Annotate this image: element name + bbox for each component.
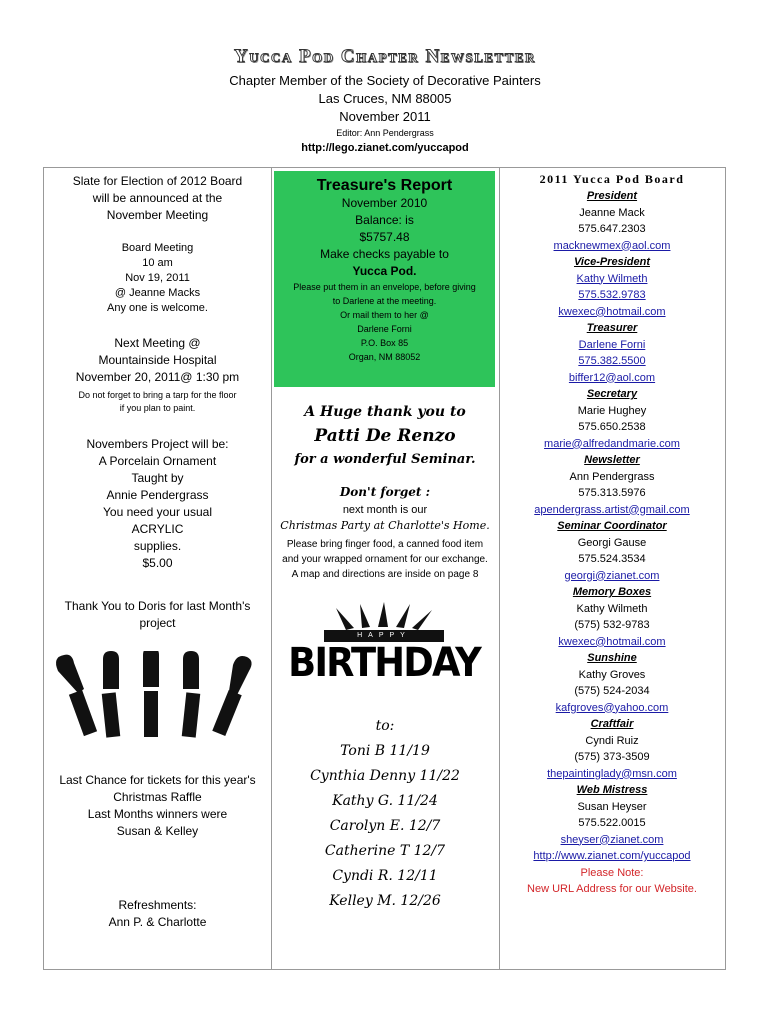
board-meeting: Board Meeting 10 am Nov 19, 2011 @ Jeanne Macks Any one is welcome.: [107, 242, 208, 314]
refreshments: Refreshments: Ann P. & Charlotte: [108, 898, 207, 929]
christmas-party: Christmas Party at Charlotte's Home.: [280, 519, 490, 532]
november-project: Novembers Project will be: A Porcelain Ornament Taught by Annie Pendergrass You need your usual ACRYLIC supplies. $5.00: [86, 437, 229, 570]
board-list: President Jeanne Mack 575.647.2303 macknewmex@aol.com Vice-President Kathy Wilmeth 575.532.9783 kwexec@hotmail.com Treasurer Darlene Forni 575.382.5500 biffer12@aol.com Secretary Marie Hughey 575.650.2538 marie@alfredandmarie.com Newsletter Ann Pendergrass 575.313.5976 apendergrass.artist@gmail.com Seminar Coordinator Georgi Gause 575.524.3534 georgi@zianet.com Memory Boxes Kathy Wilmeth (575) 532-9783 kwexec@hotmail.com Sunshine Kathy Groves (575) 524-2034 kafgroves@yahoo.com Craftfair Cyndi Ruiz (575) 373-3509 thepaintinglady@msn.com Web Mistress Susan Heyser 575.522.0015 sheyser@zianet.com http://www.zianet.com/yuccapod Please Note: New URL Address for our Website.: [499, 188, 725, 898]
email-link[interactable]: apendergrass.artist@gmail.com: [534, 503, 690, 516]
christmas-raffle: Last Chance for tickets for this year's Christmas Raffle Last Months winners were Susan & Kelley: [59, 773, 256, 838]
website-url-link[interactable]: http://www.zianet.com/yuccapod: [533, 850, 691, 862]
newsletter-grid: [43, 167, 726, 970]
chapter-subtitle: Chapter Member of the Society of Decorative Painters: [229, 73, 541, 88]
dont-forget: Don't forget :: [339, 485, 431, 499]
next-meeting: Next Meeting @ Mountainside Hospital November 20, 2011@ 1:30 pm: [75, 336, 240, 384]
email-link[interactable]: macknewmex@aol.com: [553, 239, 671, 252]
role-memory-boxes: Memory Boxes: [572, 586, 652, 598]
birthday-to: to:: [375, 718, 395, 734]
happy-birthday-graphic: [276, 600, 492, 692]
party-details: Please bring finger food, a canned food item and your wrapped ornament for our exchange. A map and directions are inside on page 8: [282, 539, 488, 580]
editor-line: Editor: Ann Pendergrass: [336, 128, 434, 138]
birthday-banner: HAPPY: [357, 632, 411, 639]
issue-date: November 2011: [339, 109, 431, 124]
website-link[interactable]: http://lego.zianet.com/yuccapod: [301, 142, 469, 154]
list-item: Toni B 11/19: [340, 743, 430, 759]
election-slate: Slate for Election of 2012 Board will be announced at the November Meeting: [72, 174, 243, 222]
list-item: Kathy G. 11/24: [332, 793, 438, 809]
email-link[interactable]: kwexec@hotmail.com: [558, 305, 666, 318]
newsletter-title: Yucca Pod Chapter Newsletter: [234, 46, 536, 67]
birthday-list: [271, 714, 499, 914]
tarp-note: Do not forget to bring a tarp for the floor if you plan to paint.: [78, 390, 237, 413]
next-month-line: next month is our: [342, 504, 428, 516]
email-link[interactable]: georgi@zianet.com: [564, 569, 660, 582]
birthday-word: BIRTHDAY: [288, 640, 480, 686]
email-link[interactable]: biffer12@aol.com: [568, 371, 656, 384]
newsletter-header: [0, 46, 770, 156]
thanks-doris: Thank You to Doris for last Month's project: [64, 599, 251, 630]
seminar-thanks-name: Patti De Renzo: [314, 426, 456, 446]
email-link[interactable]: kwexec@hotmail.com: [558, 635, 666, 648]
treasurer-report-box: Treasure's Report November 2010 Balance: is $5757.48 Make checks payable to Yucca Pod. Please put them in an envelope, before giving to Darlene at the meeting. Or mail them to her @ Darlene Forni P.O. Box 85 Organ, NM 88052: [274, 171, 495, 387]
role-craftfair: Craftfair: [590, 718, 634, 730]
role-treasurer: Treasurer: [586, 322, 638, 334]
email-link[interactable]: marie@alfredandmarie.com: [544, 437, 680, 450]
email-link[interactable]: kafgroves@yahoo.com: [555, 701, 669, 714]
list-item: Carolyn E. 12/7: [329, 818, 441, 834]
role-sunshine: Sunshine: [587, 652, 637, 664]
city-line: Las Cruces, NM 88005: [318, 91, 452, 106]
role-newsletter: Newsletter: [584, 454, 640, 466]
list-item: Cyndi R. 12/11: [332, 868, 438, 884]
email-link[interactable]: thepaintinglady@msn.com: [547, 767, 677, 780]
role-web-mistress: Web Mistress: [576, 784, 648, 796]
role-vice-president: Vice-President: [573, 256, 650, 268]
list-item: Catherine T 12/7: [324, 843, 446, 859]
please-note: Please Note:: [580, 866, 644, 879]
role-secretary: Secretary: [586, 388, 638, 400]
list-item: Kelley M. 12/26: [329, 893, 441, 909]
role-president: President: [586, 190, 638, 202]
treasurer-title: Treasure's Report: [316, 177, 453, 194]
seminar-thanks-line3: for a wonderful Seminar.: [294, 452, 476, 467]
board-column: [499, 168, 725, 969]
email-link[interactable]: sheyser@zianet.com: [560, 833, 664, 846]
new-url-note: New URL Address for our Website.: [527, 883, 697, 895]
middle-column: [271, 168, 500, 969]
seminar-thanks-line1: A Huge thank you to: [304, 404, 466, 420]
board-title: 2011 Yucca Pod Board: [539, 172, 685, 186]
role-seminar-coordinator: Seminar Coordinator: [557, 520, 667, 532]
left-column: [44, 168, 272, 969]
list-item: Cynthia Denny 11/22: [310, 768, 460, 784]
raised-hands-clipart: [48, 651, 268, 741]
